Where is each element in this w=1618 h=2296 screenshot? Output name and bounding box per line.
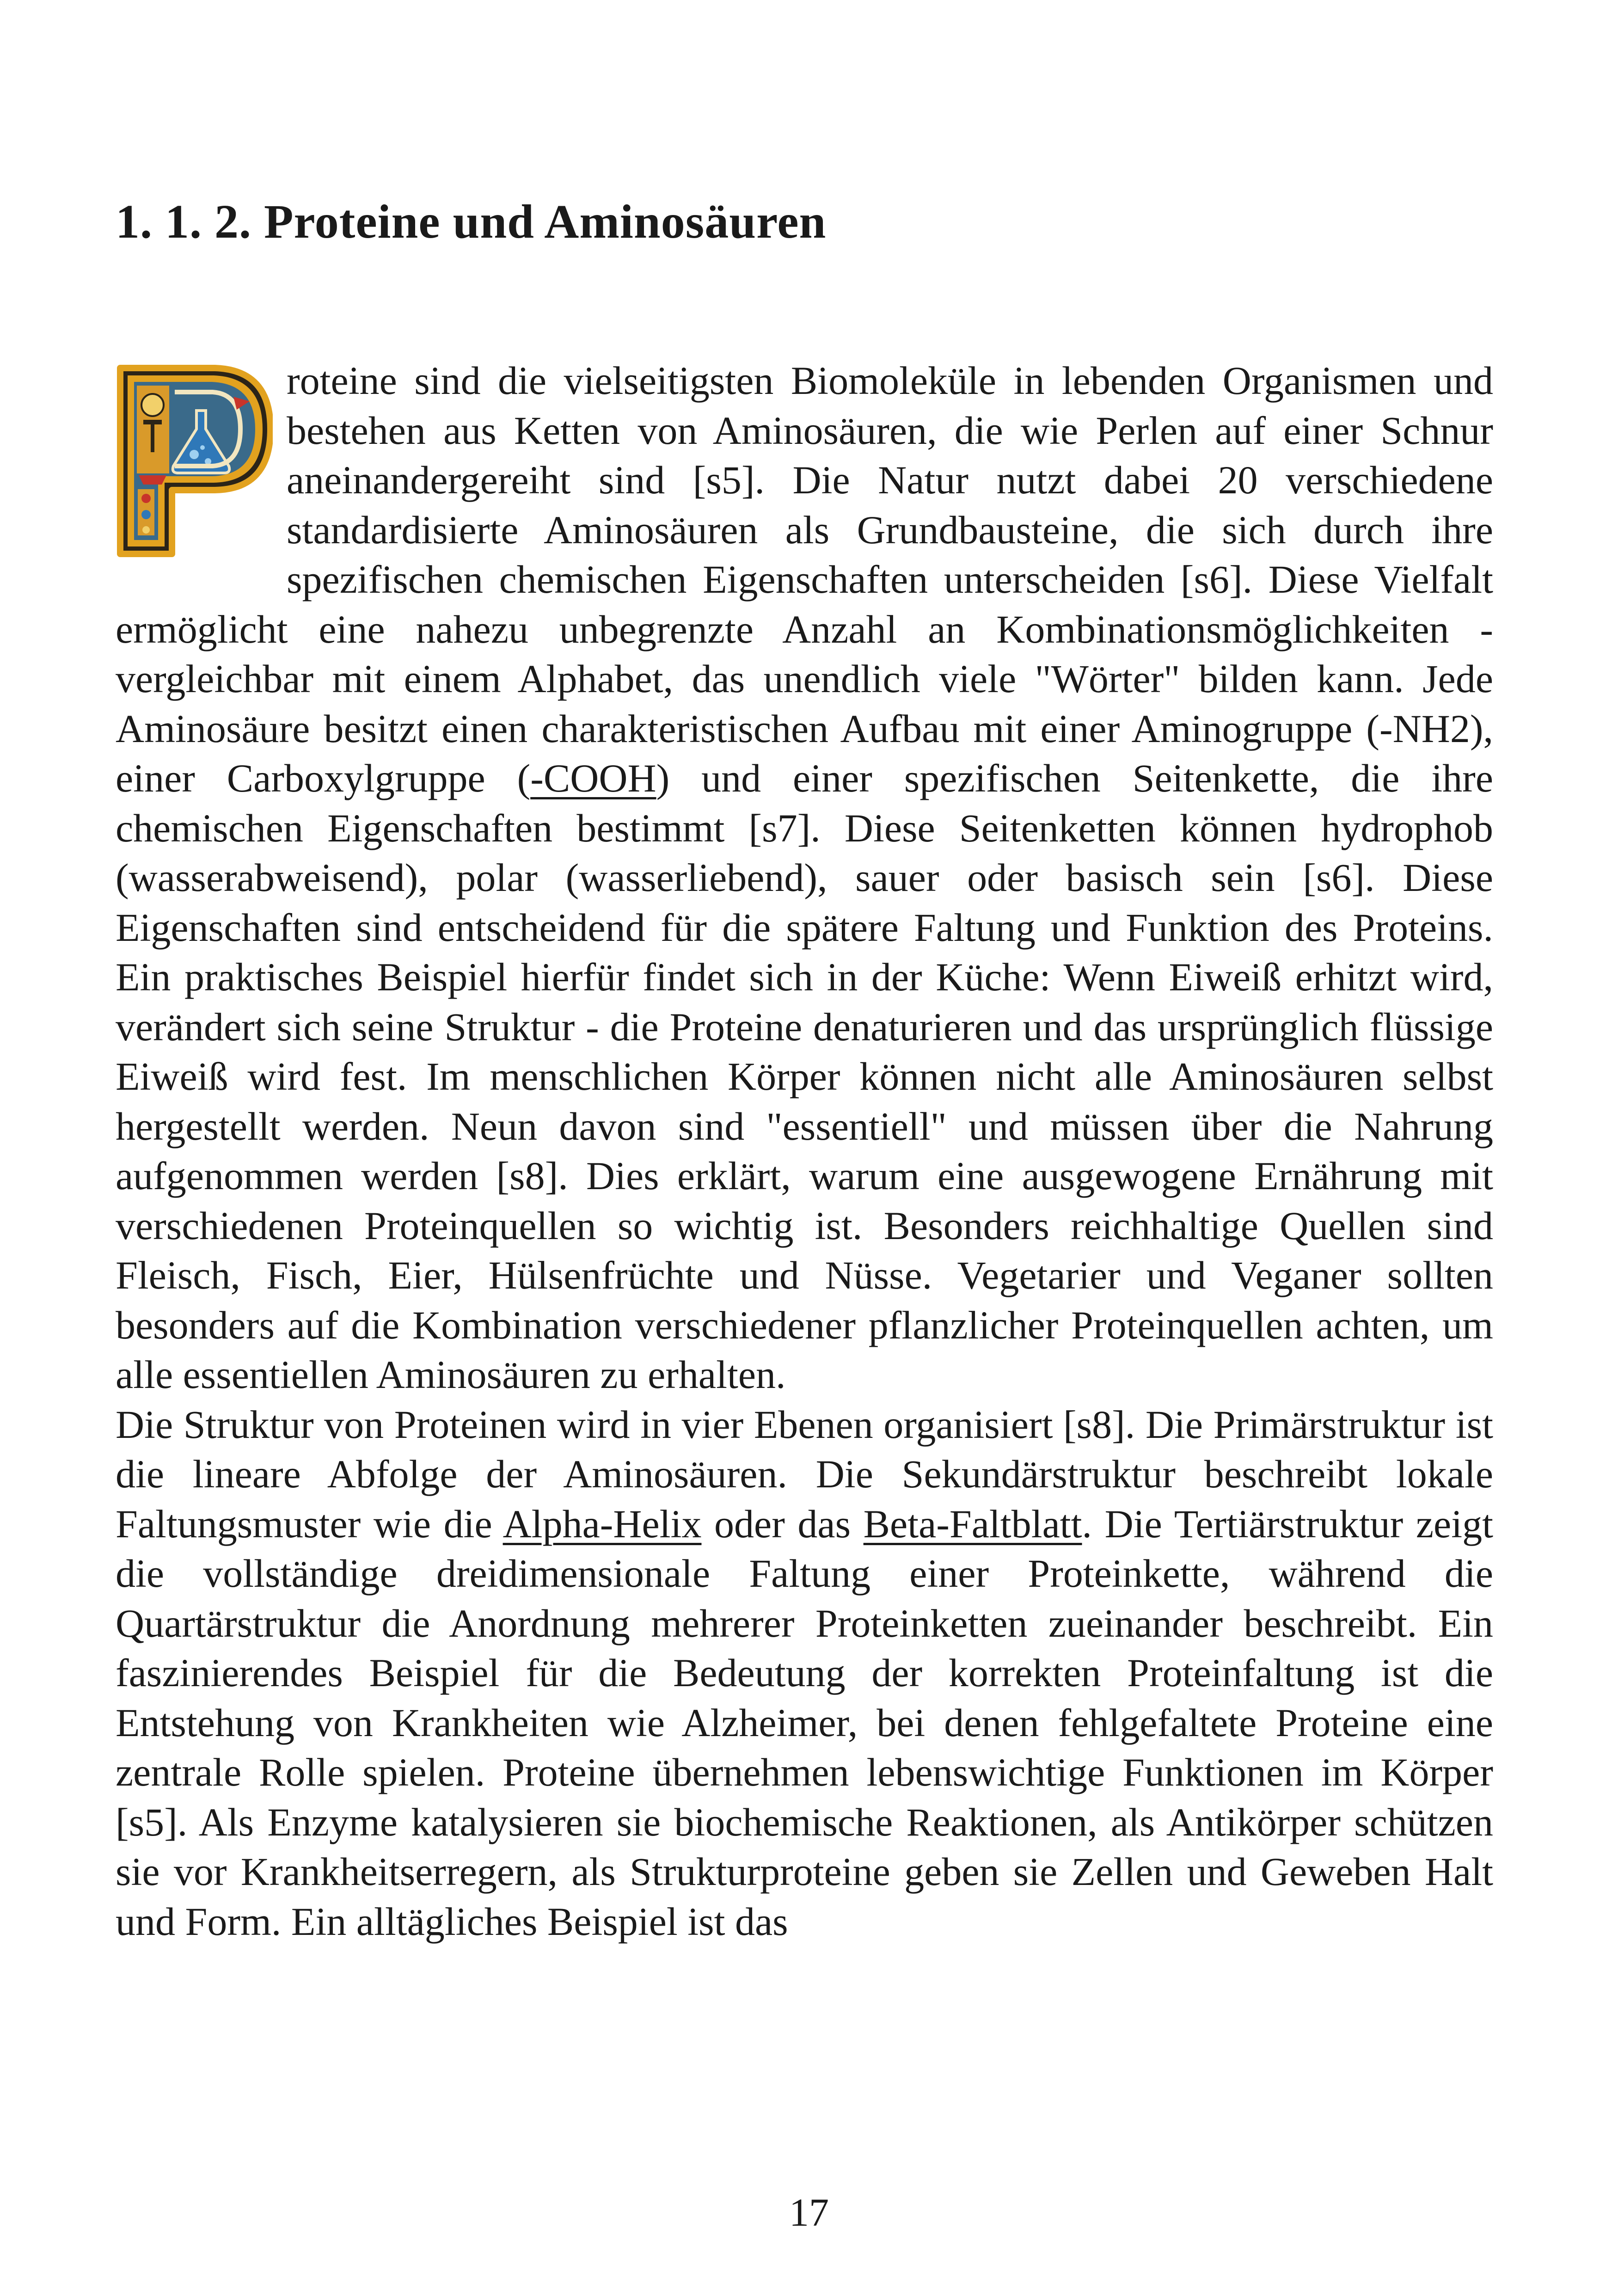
paragraph-2-part-3: . Die Tertiärstruktur zeigt die vollständige dreidimensionale Faltung einer Proteinkette, während die Quartärstruktur die Anordnung mehrerer Proteinketten zueinander beschreibt. Ein faszinierendes Beispiel für die Bedeutung der korrekten Proteinfaltung ist die Entstehung von Krankheiten wie Alzheimer, bei denen fehlgefaltete Proteine eine zentrale Rolle spielen. Proteine übernehmen lebenswichtige Funktionen im Körper [s5]. Als Enzyme katalysieren sie biochemische Reaktionen, als Antikörper schützen sie vor Krankheitserregern, als Strukturproteine geben sie Zellen und Geweben Halt und Form. Ein alltägliches Beispiel ist das <box>116 1501 1494 1944</box>
paragraph-1 <box>116 356 1493 1400</box>
dropcap-p-icon <box>116 360 273 559</box>
paragraph-1-tail: ) und einer spezifischen Seitenkette, die ihre chemischen Eigenschaften bestimmt [s7]. Diese Seitenketten können hydrophob (wasserabweisend), polar (wasserliebend), sauer oder basisch sein [s6]. Diese Eigenschaften sind entscheidend für die spätere Faltung und Funktion des Proteins. Ein praktisches Beispiel hierfür findet sich in der Küche: Wenn Eiweiß erhitzt wird, verändert sich seine Struktur - die Proteine denaturieren und das ursprünglich flüssige Eiweiß wird fest. Im menschlichen Körper können nicht alle Aminosäuren selbst hergestellt werden. Neun davon sind "essentiell" und müssen über die Nahrung aufgenommen werden [s8]. Dies erklärt, warum eine ausgewogene Ernährung mit verschiedenen Proteinquellen so wichtig ist. Besonders reichhaltige Quellen sind Fleisch, Fisch, Eier, Hülsenfrüchte und Nüsse. Vegetarier und Veganer sollten besonders auf die Kombination verschiedener pflanzlicher Proteinquellen achten, um alle essentiellen Aminosäuren zu erhalten. <box>116 756 1493 1397</box>
link-alpha-helix[interactable]: Alpha-Helix <box>503 1501 702 1546</box>
body-text <box>116 356 1493 1946</box>
page-number: 17 <box>789 2190 829 2235</box>
paragraph-2 <box>116 1400 1493 1947</box>
paragraph-2-part-1: Die Struktur von Proteinen wird in vier Ebenen organisiert [s8]. Die Primärstruktur ist die lineare Abfolge der Aminosäuren. Die Sekundärstruktur beschreibt lokale Faltungsmuster wie die <box>116 1402 1493 1546</box>
paragraph-1-lead: roteine sind die vielseitigsten Biomoleküle in lebenden Organismen und bestehen aus Ketten von Aminosäuren, die wie Perlen auf einer Schnur aneinandergereiht sind [s5]. Die Natur nutzt dabei 20 verschiedene standardisierte Aminosäuren als Grundbausteine, die sich durch ihre spezifischen chemischen Eigenschaften unterscheiden [s6]. Diese Vielfalt ermöglicht eine nahezu unbegrenzte Anzahl an Kombinationsmöglichkeiten - vergleichbar mit einem Alphabet, das unendlich viele "Wörter" bilden kann. Jede Aminosäure besitzt einen charakteristischen Aufbau mit einer Aminogruppe (-NH2), einer Carboxylgruppe ( <box>116 358 1493 800</box>
section-heading: 1. 1. 2. Proteine und Aminosäuren <box>116 195 827 248</box>
link-beta-faltblatt[interactable]: Beta-Faltblatt <box>863 1501 1082 1546</box>
link-cooh[interactable]: -COOH <box>530 756 656 800</box>
paragraph-2-part-2: oder das <box>701 1501 864 1546</box>
